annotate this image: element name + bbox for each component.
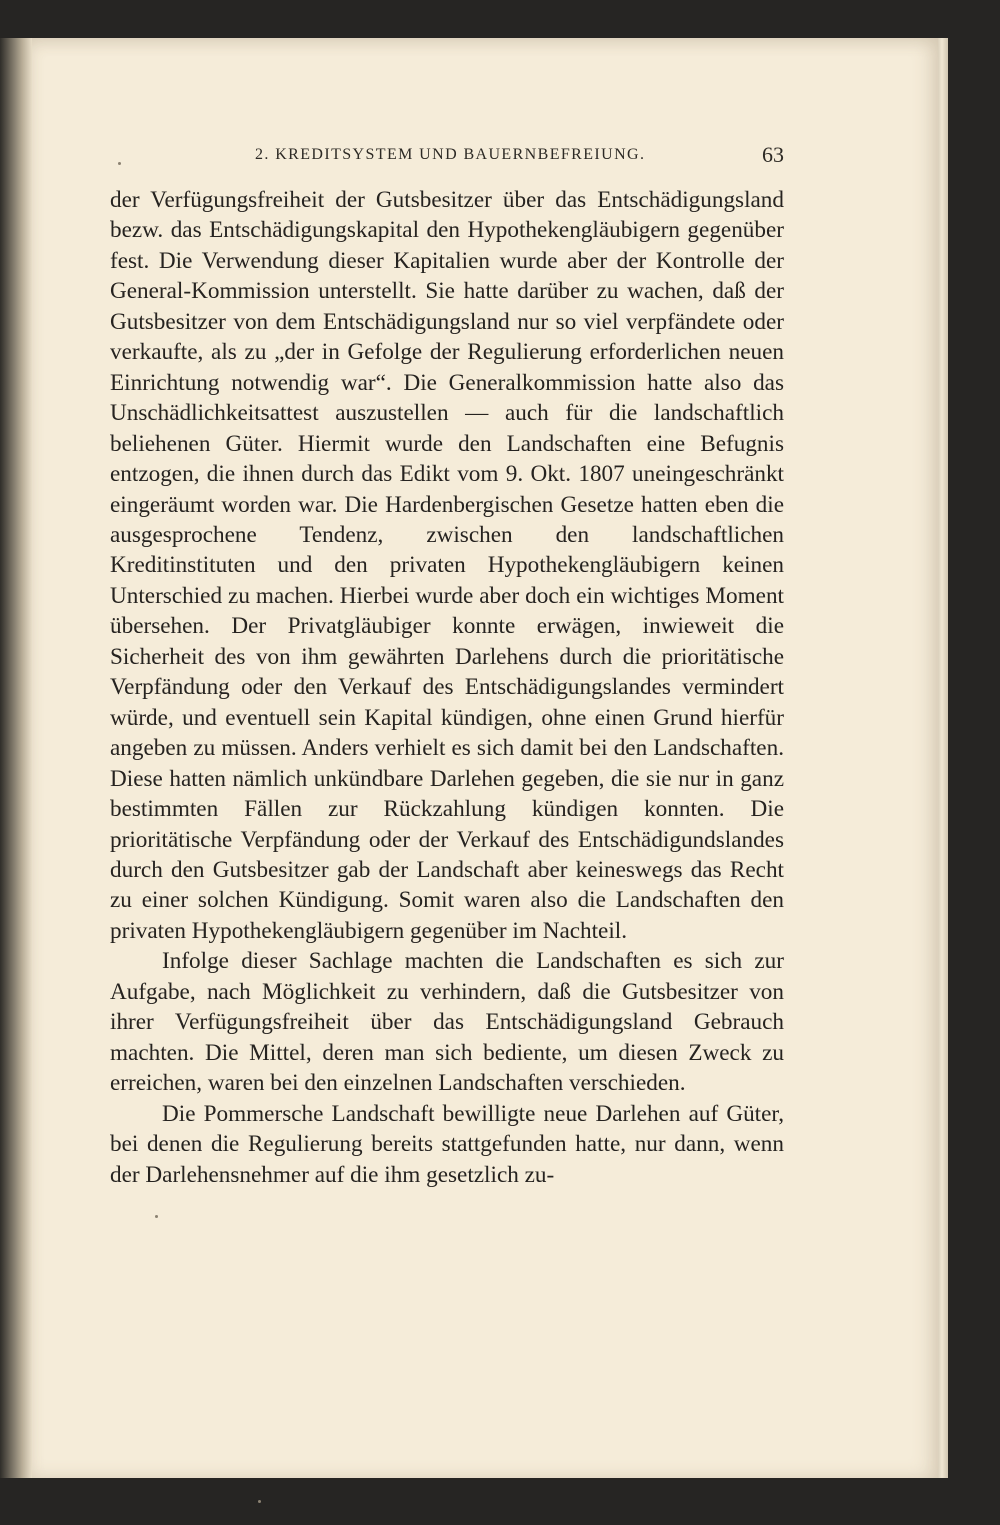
paragraph-1: der Verfügungsfreiheit der Gutsbesitzer über das Entschädigungsland bezw. das Entschädigungskapital den Hypothekengläubigern gegenüber fest. Die Verwendung dieser Kapitalien wurde aber der Kontrolle der General-Kommission unterstellt. Sie hatte darüber zu wachen, daß der Gutsbesitzer von dem Entschädigungsland nur so viel verpfändete oder verkaufte, als zu „der in Gefolge der Regulierung erforderlichen neuen Einrichtung notwendig war“. Die Generalkommission hatte also das Unschädlichkeitsattest auszustellen — auch für die landschaftlich beliehenen Güter. Hiermit wurde den Landschaften eine Befugnis entzogen, die ihnen durch das Edikt vom 9. Okt. 1807 uneingeschränkt eingeräumt worden war. Die Hardenbergischen Gesetze hatten eben die ausgesprochene Tendenz, zwischen den landschaftlichen Kreditinstituten und den privaten Hypothekengläubigern keinen Unterschied zu machen. Hierbei wurde aber doch ein wichtiges Moment übersehen. Der Privatgläubiger konnte erwägen, inwieweit die Sicherheit des von ihm gewährten Darlehens durch die prioritätische Verpfändung oder den Verkauf des Entschädigungslandes vermindert würde, und eventuell sein Kapital kündigen, ohne einen Grund hierfür angeben zu müssen. Anders verhielt es sich damit bei den Landschaften. Diese hatten nämlich unkündbare Darlehen gegeben, die sie nur in ganz bestimmten Fällen zur Rückzahlung kündigen konnten. Die prioritätische Verpfändung oder der Verkauf des Entschädigundslandes durch den Gutsbesitzer gab der Landschaft aber keineswegs das Recht zu einer solchen Kündigung. Somit waren also die Landschaften den privaten Hypothekengläubigern gegenüber im Nachteil. [110, 187, 784, 944]
page-header [110, 140, 790, 176]
paragraph-2: Infolge dieser Sachlage machten die Landschaften es sich zur Aufgabe, nach Möglichkeit zu verhindern, daß die Gutsbesitzer von ihrer Verfügungsfreiheit über das Entschädigungsland Gebrauch machten. Die Mittel, deren man sich bediente, um diesen Zweck zu erreichen, waren bei den einzelnen Landschaften verschieden. [110, 948, 784, 1097]
book-gutter [0, 38, 32, 1478]
paper-speck [155, 1215, 158, 1218]
running-head: 2. KREDITSYSTEM UND BAUERNBEFREIUNG. [255, 146, 646, 163]
paper-speck [118, 162, 121, 165]
body-text [110, 185, 784, 1190]
paper-speck [258, 1500, 261, 1503]
paragraph-3: Die Pommersche Landschaft bewilligte neue Darlehen auf Güter, bei denen die Regulierung bereits stattgefunden hatte, nur dann, wenn der Darlehensnehmer auf die ihm gesetzlich zu- [110, 1100, 784, 1188]
page-edge [938, 38, 948, 1478]
page-number: 63 [762, 142, 784, 167]
